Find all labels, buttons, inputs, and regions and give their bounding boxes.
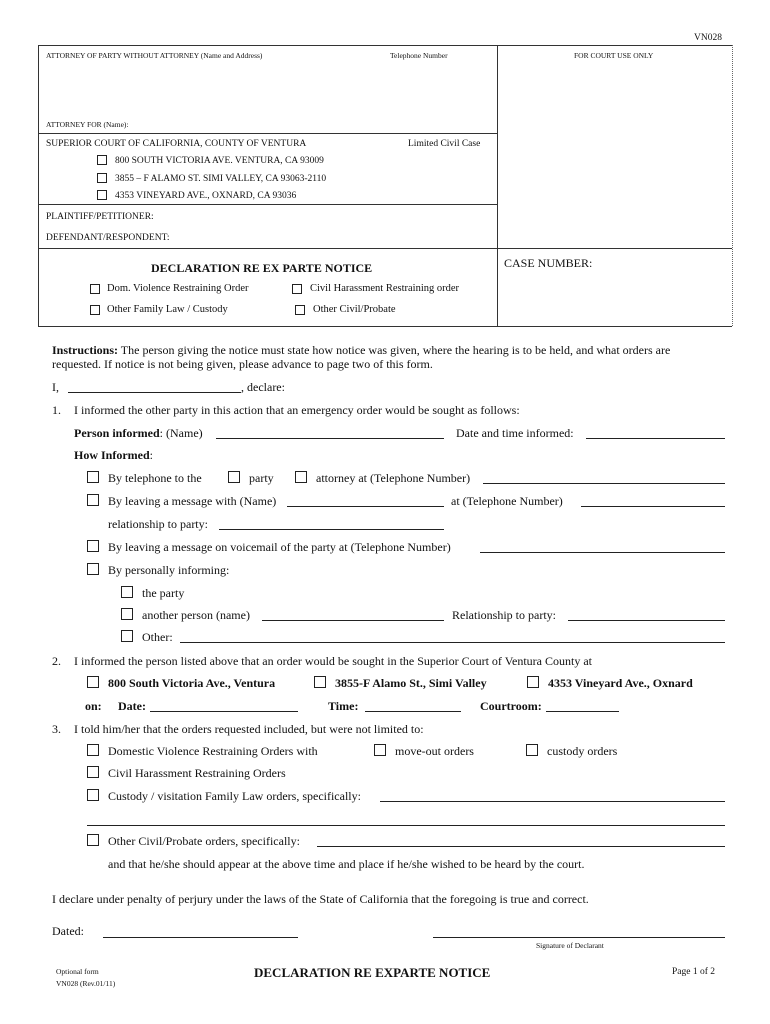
date-time-informed-label: Date and time informed: [456,426,574,440]
telephone-attorney-label: attorney at (Telephone Number) [316,471,471,485]
item1-number: 1. [52,403,61,417]
header-left-border [38,45,39,326]
court-oxnard-label: 4353 Vineyard Ave., Oxnard [548,676,693,690]
court-ventura-checkbox[interactable] [87,676,99,688]
courtroom-line[interactable] [546,711,619,712]
form-code: VN028 [694,33,722,43]
dv-orders-label: Domestic Violence Restraining Orders with [108,744,318,758]
relationship-to-party-line[interactable] [568,620,725,621]
how-informed-label: How Informed [74,448,150,462]
custody-visitation-label: Custody / visitation Family Law orders, specifically: [108,789,361,803]
instructions-text-1: The person giving the notice must state how notice was given, where the hearing is to be held, and what orders are [118,343,671,357]
courtroom-label: Courtroom: [480,699,542,713]
telephone-number-line[interactable] [483,483,725,484]
court-simi-label: 3855-F Alamo St., Simi Valley [335,676,487,690]
location-simi-checkbox[interactable] [97,173,107,183]
custody-orders-label: custody orders [547,744,618,758]
instructions-label: Instructions: [52,343,119,357]
how-informed-colon: : [149,448,154,462]
court-name: SUPERIOR COURT OF CALIFORNIA, COUNTY OF VENTURA [46,139,307,149]
perjury-statement: I declare under penalty of perjury under the laws of the State of California that the foregoing is true and correct. [52,892,589,906]
message-name-line[interactable] [287,506,444,507]
hearing-date-line[interactable] [150,711,298,712]
voicemail-checkbox[interactable] [87,540,99,552]
declarant-name-line[interactable] [68,392,241,393]
person-informed-label: Person informed [74,426,160,440]
custody-visitation-checkbox[interactable] [87,789,99,801]
other-family-law-checkbox[interactable] [90,305,100,315]
plaintiff-label: PLAINTIFF/PETITIONER: [46,212,154,222]
declare-prefix: I, [52,380,59,394]
by-telephone-checkbox[interactable] [87,471,99,483]
the-party-label: the party [142,586,185,600]
telephone-label: Telephone Number [390,51,448,60]
relationship-to-party-label: Relationship to party: [452,608,556,622]
location-oxnard-checkbox[interactable] [97,190,107,200]
another-person-name-line[interactable] [262,620,444,621]
other-method-label: Other: [142,630,173,644]
person-informed-name-line[interactable] [216,438,444,439]
declare-suffix: , declare: [241,380,285,394]
item2-text: I informed the person listed above that an order would be sought in the Superior Court of Ventura County at [74,654,593,668]
other-civil-orders-checkbox[interactable] [87,834,99,846]
another-person-label: another person (name) [142,608,250,622]
personally-checkbox[interactable] [87,563,99,575]
item1-text: I informed the other party in this action that an emergency order would be sought as follows: [74,403,520,417]
voicemail-telephone-line[interactable] [480,552,725,553]
court-simi-checkbox[interactable] [314,676,326,688]
attorney-label: ATTORNEY OF PARTY WITHOUT ATTORNEY (Name and Address) [46,51,263,60]
message-telephone-line[interactable] [581,506,725,507]
item3-text: I told him/her that the orders requested included, but were not limited to: [74,722,424,736]
item2-number: 2. [52,654,61,668]
footer-revision: VN028 (Rev.01/11) [56,979,116,988]
other-civil-probate-label: Other Civil/Probate [313,304,396,315]
header-top-border [38,45,732,46]
attorney-for-label: ATTORNEY FOR (Name): [46,120,129,129]
person-informed-row [74,426,203,441]
footer-page-number: Page 1 of 2 [672,967,716,977]
dated-line[interactable] [103,937,298,938]
signature-line[interactable] [433,937,725,938]
footer-optional-form: Optional form [56,967,99,976]
location-victoria-label: 800 SOUTH VICTORIA AVE. VENTURA, CA 93009 [115,156,324,166]
other-civil-orders-line[interactable] [317,846,725,847]
header-rule-3 [38,248,732,249]
how-informed-row [74,448,153,463]
header-bottom-border [38,326,732,327]
court-ventura-label: 800 South Victoria Ave., Ventura [108,676,276,690]
person-informed-suffix: : (Name) [159,426,203,440]
header-rule-2 [38,204,497,205]
civil-harassment-checkbox[interactable] [292,284,302,294]
other-civil-probate-checkbox[interactable] [295,305,305,315]
header-right-border [732,45,733,326]
custody-orders-checkbox[interactable] [526,744,538,756]
other-method-checkbox[interactable] [121,630,133,642]
dom-violence-label: Dom. Violence Restraining Order [107,283,249,294]
voicemail-label: By leaving a message on voicemail of the party at (Telephone Number) [108,540,451,554]
dom-violence-checkbox[interactable] [90,284,100,294]
instructions-line-2: requested. If notice is not being given, please advance to page two of this form. [52,357,433,371]
date-time-informed-line[interactable] [586,438,725,439]
telephone-attorney-checkbox[interactable] [295,471,307,483]
custody-visitation-line-1[interactable] [380,801,725,802]
telephone-party-label: party [249,471,274,485]
footer-title: DECLARATION RE EXPARTE NOTICE [254,965,491,980]
custody-visitation-line-2[interactable] [87,825,725,826]
civil-harassment-orders-label: Civil Harassment Restraining Orders [108,766,286,780]
title-box-title: DECLARATION RE EX PARTE NOTICE [151,261,373,275]
dated-label: Dated: [52,924,84,938]
defendant-label: DEFENDANT/RESPONDENT: [46,233,170,243]
relationship-line[interactable] [219,529,444,530]
limited-civil-case: Limited Civil Case [408,139,481,149]
hearing-on-label: on: [85,699,102,713]
message-at-telephone-label: at (Telephone Number) [451,494,563,508]
relationship-label: relationship to party: [108,517,208,531]
hearing-time-label: Time: [328,699,359,713]
civil-harassment-label: Civil Harassment Restraining order [310,283,460,294]
header-rule-1 [38,133,497,134]
hearing-time-line[interactable] [365,711,461,712]
other-family-law-label: Other Family Law / Custody [107,304,228,315]
by-message-checkbox[interactable] [87,494,99,506]
personally-label: By personally informing: [108,563,230,577]
location-oxnard-label: 4353 VINEYARD AVE., OXNARD, CA 93036 [115,191,297,201]
case-number-label: CASE NUMBER: [504,256,593,270]
move-out-label: move-out orders [395,744,474,758]
location-simi-label: 3855 – F ALAMO ST. SIMI VALLEY, CA 93063-2110 [115,174,327,184]
signature-label: Signature of Declarant [536,941,604,950]
move-out-checkbox[interactable] [374,744,386,756]
court-oxnard-checkbox[interactable] [527,676,539,688]
appear-statement: and that he/she should appear at the above time and place if he/she wished to be heard by the court. [108,857,585,871]
header-divider [497,45,498,326]
dv-orders-checkbox[interactable] [87,744,99,756]
item3-number: 3. [52,722,61,736]
by-telephone-label: By telephone to the [108,471,202,485]
court-use-label: FOR COURT USE ONLY [574,51,654,60]
the-party-checkbox[interactable] [121,586,133,598]
instructions-line-1 [52,343,670,358]
telephone-party-checkbox[interactable] [228,471,240,483]
another-person-checkbox[interactable] [121,608,133,620]
civil-harassment-orders-checkbox[interactable] [87,766,99,778]
other-method-line[interactable] [180,642,725,643]
hearing-date-label: Date: [118,699,146,713]
location-victoria-checkbox[interactable] [97,155,107,165]
other-civil-orders-label: Other Civil/Probate orders, specifically: [108,834,300,848]
by-message-label: By leaving a message with (Name) [108,494,277,508]
